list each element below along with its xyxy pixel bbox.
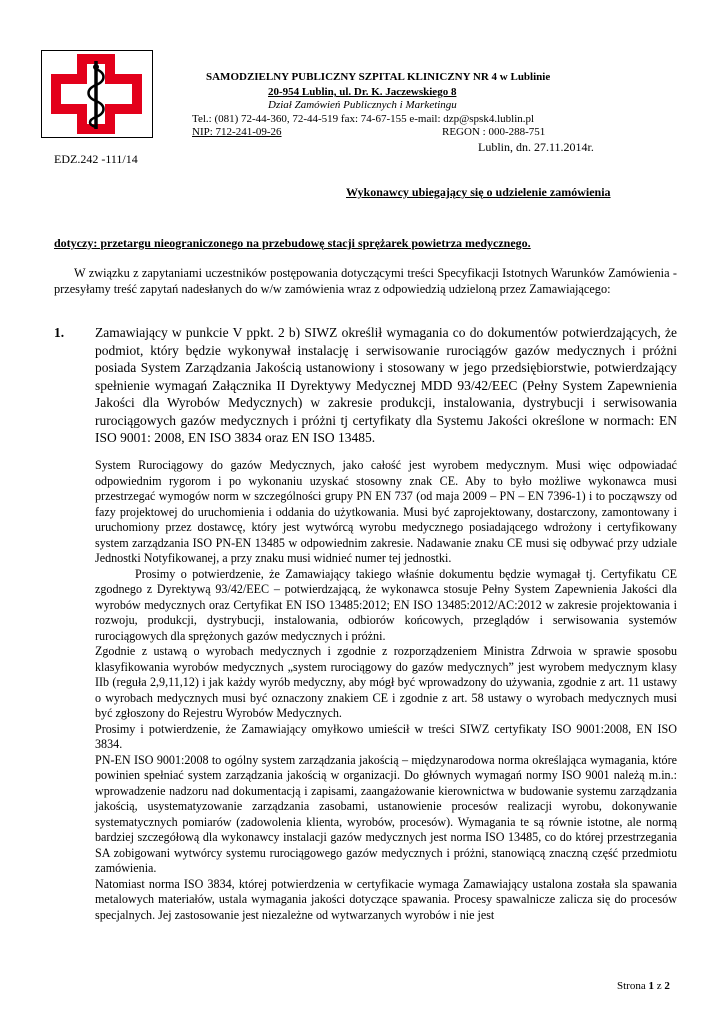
question-text: Zamawiający w punkcie V ppkt. 2 b) SIWZ określił wymagania co do dokumentów potwierdzających, że podmiot, który będzie wykonywał instalację i serwisowanie rurociągów gazów medycznych i próżni posiada System Zarządzania Jakością ustanowiony i stosowany w jego przedsiębiorstwie, potwierdzający spełnienie wymagań Załącznika II Dyrektywy Medycznej MDD 93/42/EEC (Pełny System Zapewnienia Jakości dla Wyrobów Medycznych) w zakresie produkcji, instalowania, dystrybucji i serwisowania rurociągowych gazów medycznych i próżni tj certyfikaty dla Systemu Jakości określone w normach: EN ISO 9001: 2008, EN ISO 3834 oraz EN ISO 13485. <box>95 325 677 445</box>
regon-number: REGON : 000-288-751 <box>442 126 546 138</box>
body-paragraph: Natomiast norma ISO 3834, której potwierdzenia w certyfikacie wymaga Zamawiający ustalona została sla spawania metalowych materiałów, ustala wymagania jakości dotyczące spawania. Procesy spawalnicze zalicza się do procesów specjalnych. Jej zastosowanie jest niezależne od wytwarzanych wyrobów i nie jest <box>95 876 677 922</box>
department-name: Dział Zamówień Publicznych i Marketingu <box>268 99 457 111</box>
page-current: 1 <box>648 980 654 992</box>
body-paragraph: System Rurociągowy do gazów Medycznych, jako całość jest wyrobem medycznym. Musi więc odpowiadać odpowiednim rygorom i po wykonaniu uzyskać stosowny znak CE. Aby to było możliwe wykonawca musi przestrzegać wymogów norm w szczególności grupy PN EN 737 (od maja 2009 – PN – EN 7396-1) i to począwszy od fazy projektowej do uruchomienia i oddania do użytkowania. Musi być zaprojektowany, dostarczony, zamontowany i uruchomiony przez dostawcę, który jest wytwórcą wyrobu medycznego posiadającego wdrożony i certyfikowany system zarządzania ISO PN-EN 13485 w odpowiednim zakresie. Nadawanie znaku CE musi się odbywać przy udziale Jednostki Notyfikowanej, a przy znaku musi widnieć numer tej jednostki. <box>95 458 677 565</box>
registry-line <box>192 125 557 139</box>
letter-recipient: Wykonawcy ubiegający się o udzielenie zamówienia <box>346 185 611 199</box>
red-cross-aesculapius-icon <box>42 51 151 136</box>
body-paragraph: PN-EN ISO 9001:2008 to ogólny system zarządzania jakością – międzynarodowa norma określająca wymagania, które powinien spełniać system zarządzania jakością w organizacji. Do głównych wymagań normy ISO 9001 należą m.in.: wprowadzenie nadzoru nad dokumentacją i zapisami, zaangażowanie kierownictwa w budowanie systemu zarządzania jakością, usystematyzowanie zarządzania zasobami, ustanowienie procesów realizacji wyrobu, dokonywanie systematycznych pomiarów (zadowolenia klienta, wyrobów, procesów). Wymagania te są równie istotne, ale normą bardziej szczegółową dla wykonawcy instalacji gazów medycznych jest norma ISO 13485, co do której przestrzegania SA zobigowani wytwórcy systemu rurociągowego gazów medycznych i próżni, stanowiącą znaczną część przedmiotu zamówienia. <box>95 752 677 875</box>
letter-date: Lublin, dn. 27.11.2014r. <box>478 140 594 154</box>
page-label: Strona <box>617 980 646 992</box>
institution-name: SAMODZIELNY PUBLICZNY SZPITAL KLINICZNY NR 4 w Lublinie <box>206 71 551 83</box>
page-total: 2 <box>664 980 670 992</box>
page-number <box>617 980 670 992</box>
page-of-label: z <box>656 980 662 992</box>
question-number: 1. <box>54 325 65 340</box>
question-body <box>95 458 677 923</box>
body-paragraph: Prosimy i potwierdzenie, że Zamawiający omyłkowo umieścił w treści SIWZ certyfikaty ISO 9001:2008, EN ISO 3834. <box>95 721 677 751</box>
letter-reference: EDZ.242 -111/14 <box>54 152 138 166</box>
nip-number: NIP: 712-241-09-26 <box>192 126 282 138</box>
institution-address: 20-954 Lublin, ul. Dr. K. Jaczewskiego 8 <box>268 86 457 98</box>
body-paragraph: Zgodnie z ustawą o wyrobach medycznych i zgodnie z rozporządzeniem Ministra Zdrwoia w sprawie sposobu klasyfikowania wyrobów medycznych „system rurociągowy do gazów medycznych” jest wyrobem medycznym klasy IIb (reguła 2,9,11,12) i jak każdy wyrób medyczny, aby mógł być wprowadzony do używania, zgodnie z art. 11 ustawy o wyrobach medycznych musi być oznaczony znakiem CE i zgodnie z art. 58 ustawy o wyrobach medycznych musi być zgłoszony do Rejestru Wyrobów Medycznych. <box>95 644 677 720</box>
hospital-logo <box>41 50 153 138</box>
intro-paragraph: W związku z zapytaniami uczestników postępowania dotyczącymi treści Specyfikacji Istotnych Warunków Zamówienia - przesyłamy treść zapytań nadesłanych do w/w zamówienia wraz z odpowiedzią udzieloną przez Zamawiającego: <box>54 266 677 296</box>
letter-subject: dotyczy: przetargu nieograniczonego na przebudowę stacji sprężarek powietrza medycznego. <box>54 236 531 250</box>
contact-line: Tel.: (081) 72-44-360, 72-44-519 fax: 74-67-155 e-mail: dzp@spsk4.lublin.pl <box>192 113 535 125</box>
body-paragraph: Prosimy o potwierdzenie, że Zamawiający takiego właśnie dokumentu będzie wymagał tj. Certyfikatu CE zgodnego z Dyrektywą 93/42/EEC – potwierdzającą, że wykonawca stosuje Pełny System Zapewnienia Jakości dla wyrobów medycznych oraz Certyfikat EN ISO 13485:2012; EN ISO 13485:2012/AC:2012 w zakresie projektowania i rozwoju, produkcji, dystrybucji, instalowania, odbiorów końcowych, przeglądów i serwisowania systemów rurociągowych dla sprężonych gazów medycznych i próżni. <box>95 566 677 643</box>
